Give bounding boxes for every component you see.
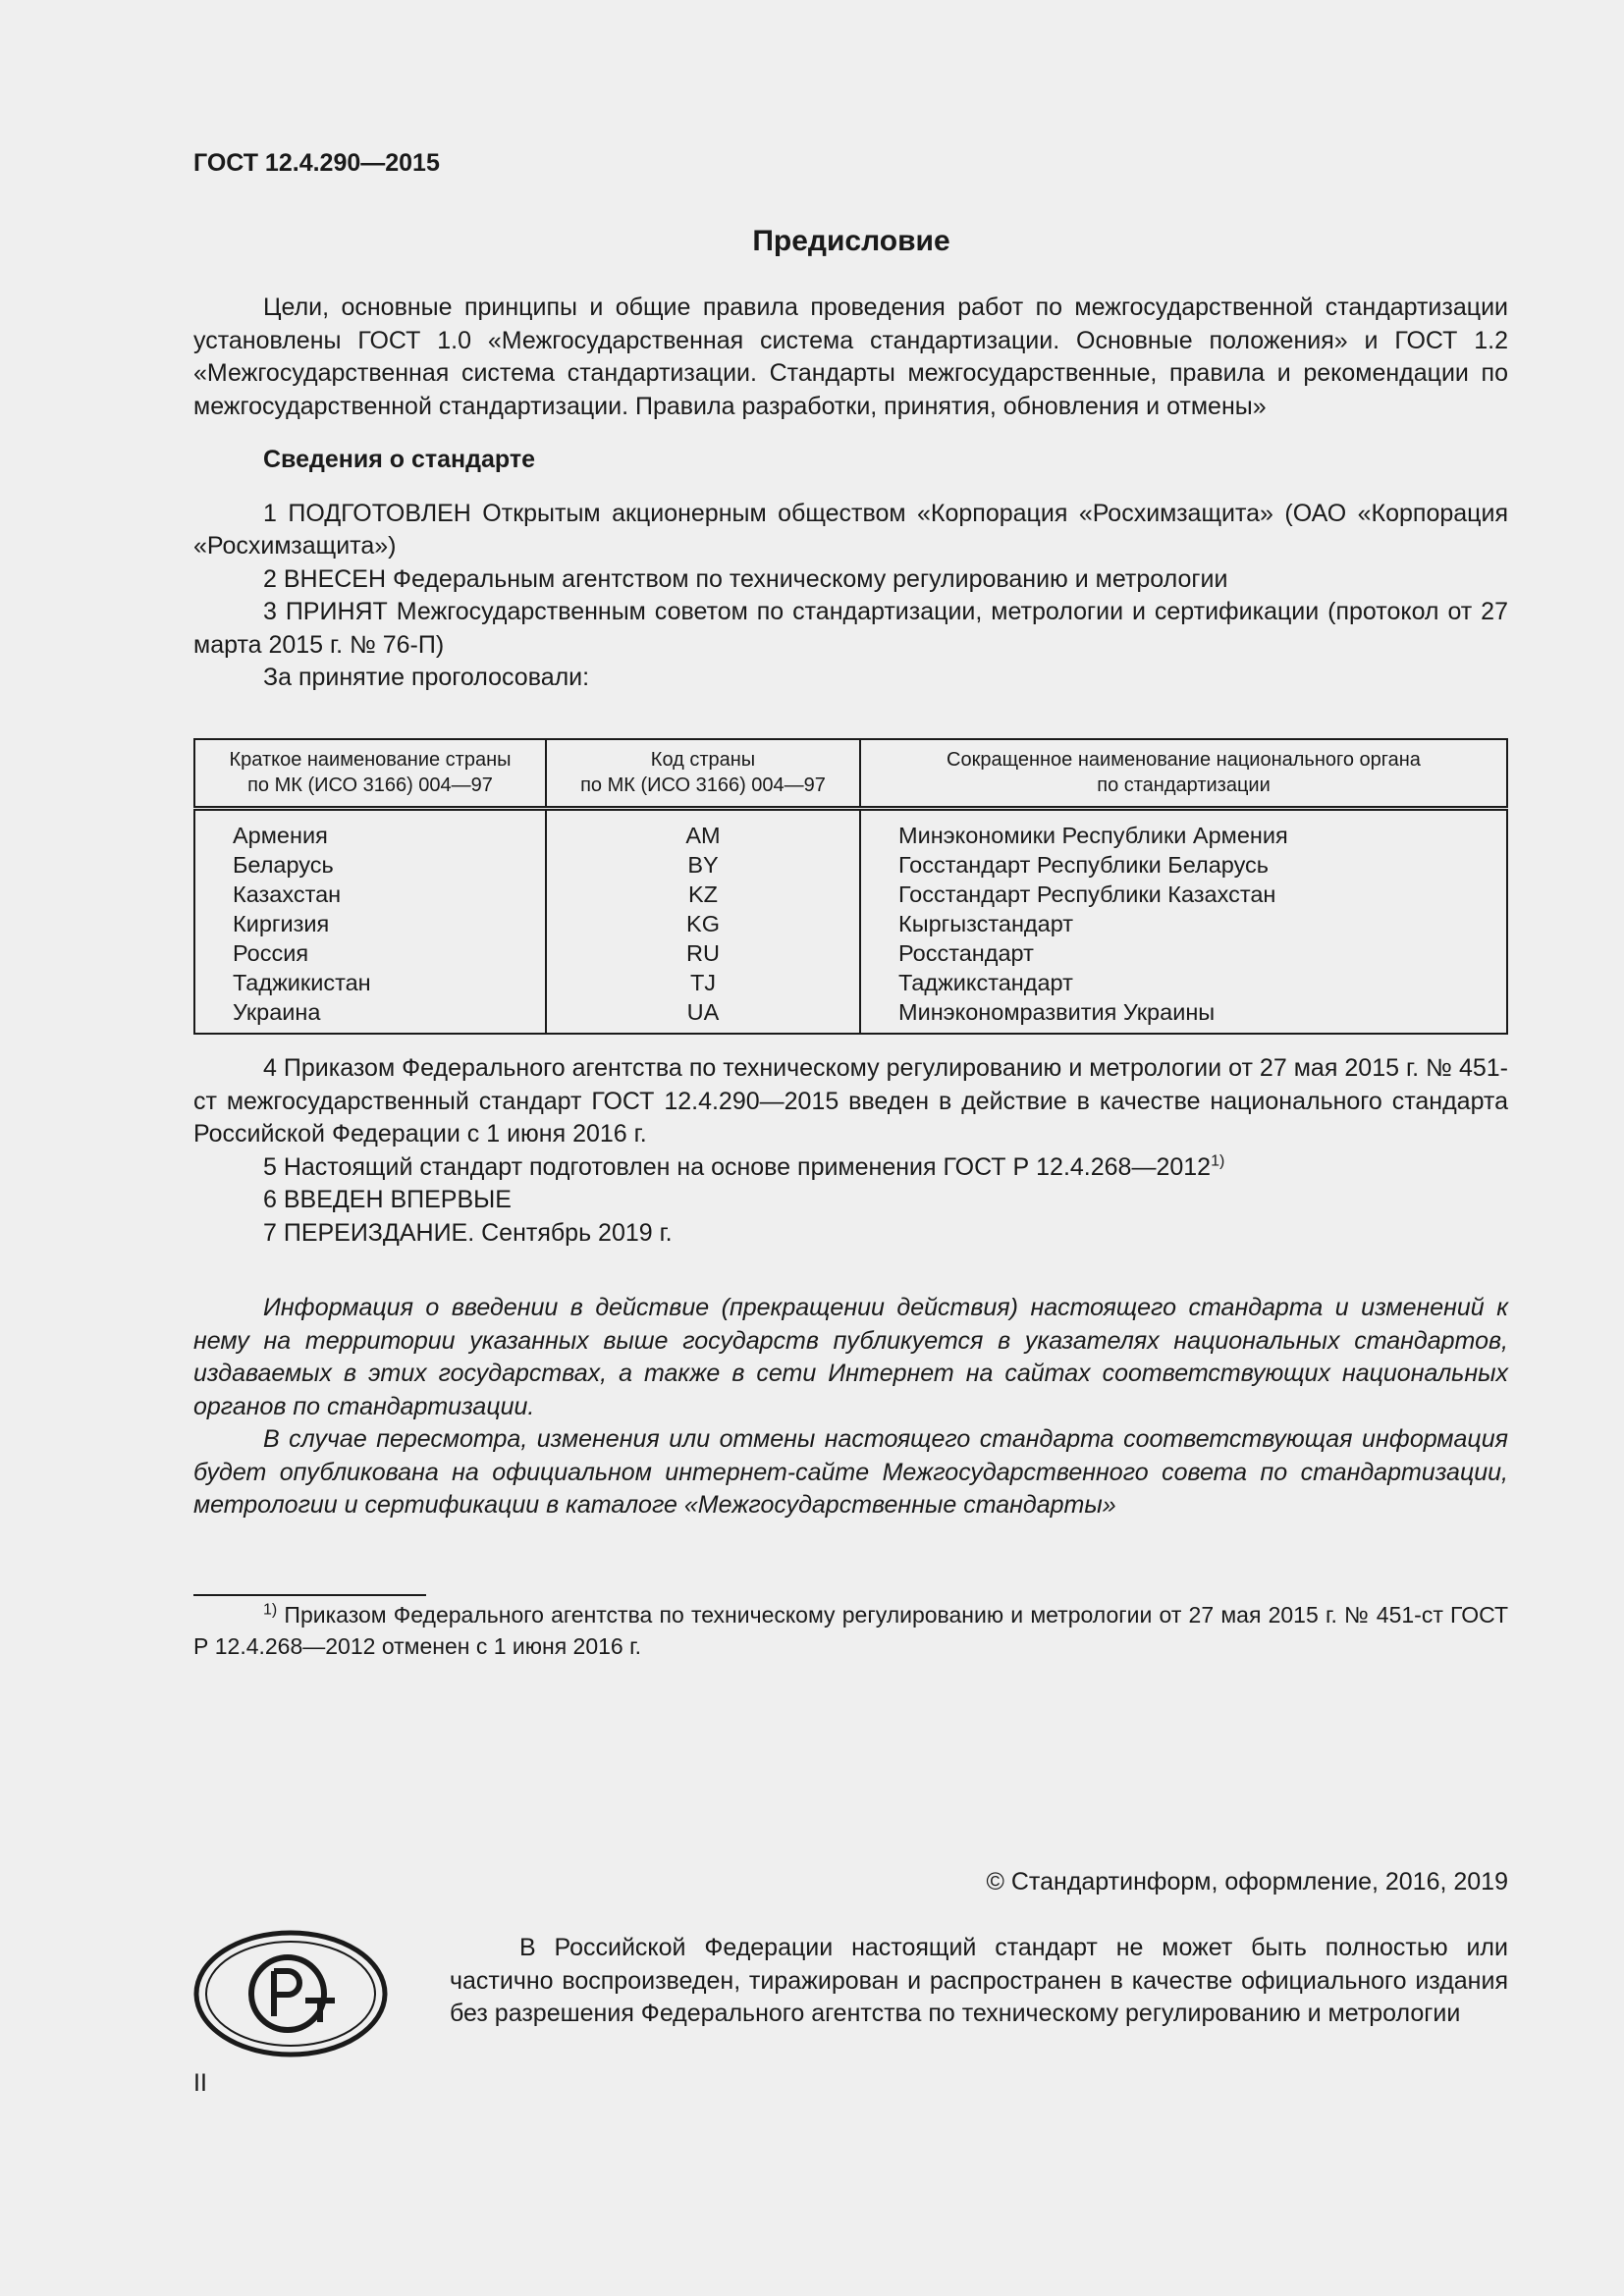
country-code: KG (546, 909, 860, 938)
page-number: II (193, 2069, 207, 2097)
country-name: Таджикистан (233, 970, 371, 995)
intro-paragraph: Цели, основные принципы и общие правила проведения работ по межгосударственной стандартизации установлены ГОСТ 1.0 «Межгосударственная система стандартизации. Основные положения» и ГОСТ 1.2 «Межгосударственная система стандартизации. Стандарты межгосударственные, правила и рекомендации по межгосударственной стандартизации. Правила разработки, принятия, обновления и отмены» (193, 294, 1508, 420)
national-body: Госстандарт Республики Беларусь (860, 850, 1507, 880)
copyright-notice: © Стандартинформ, оформление, 2016, 2019 (986, 1868, 1508, 1896)
header-line: по МК (ИСО 3166) 004—97 (247, 774, 493, 796)
table-row (194, 809, 1507, 851)
country-name: Армения (233, 823, 328, 848)
national-body: Минэкономики Республики Армения (860, 809, 1507, 851)
footnote-text (193, 1599, 1508, 1662)
table-row (194, 968, 1507, 997)
item-3: 3 ПРИНЯТ Межгосударственным советом по стандартизации, метрологии и сертификации (протокол от 27 марта 2015 г. № 76-П) (193, 598, 1508, 659)
rights-text: В Российской Федерации настоящий стандарт не может быть полностью или частично воспроизведен, тиражирован и распространен в качестве официального издания без разрешения Федерального агентства по техническому регулированию и метрологии (450, 1934, 1508, 2027)
italic-notes (193, 1292, 1508, 1522)
item-4: 4 Приказом Федерального агентства по техническому регулированию и метрологии от 27 мая 2015 г. № 451-ст межгосударственный стандарт ГОСТ 12.4.290—2015 введен в действие в качестве национального стандарта Российской Федерации с 1 июня 2016 г. (193, 1054, 1508, 1148)
table-row (194, 997, 1507, 1034)
info-publication-paragraph: Информация о введении в действие (прекращении действия) настоящего стандарта и изменений к нему на территории указанных выше государств публикуется в указателях национальных стандартов, издаваемых в этих государствах, а также в сети Интернет на сайтах соответствующих национальных органов по стандартизации. (193, 1294, 1508, 1420)
item-5 (193, 1151, 1508, 1185)
country-name: Киргизия (233, 911, 330, 936)
page-title: Предисловие (752, 225, 950, 257)
footnote-body: Приказом Федерального агентства по техническому регулированию и метрологии от 27 мая 2015 г. № 451-ст ГОСТ Р 12.4.268—2012 отменен с 1 июня 2016 г. (193, 1602, 1508, 1659)
footnote-divider (193, 1594, 426, 1596)
table-row (194, 850, 1507, 880)
country-code: UA (546, 997, 860, 1034)
country-name: Беларусь (233, 852, 334, 878)
country-name: Украина (233, 999, 321, 1025)
item-6: 6 ВВЕДЕН ВПЕРВЫЕ (263, 1186, 512, 1213)
header-country-name (194, 739, 546, 809)
item-7: 7 ПЕРЕИЗДАНИЕ. Сентябрь 2019 г. (263, 1218, 673, 1247)
table-row (194, 880, 1507, 909)
table-row (194, 909, 1507, 938)
header-national-body (860, 739, 1507, 809)
item-5-text: 5 Настоящий стандарт подготовлен на основе применения ГОСТ Р 12.4.268—2012 (263, 1152, 1212, 1181)
header-line: по стандартизации (1097, 774, 1271, 796)
country-code: TJ (546, 968, 860, 997)
national-body: Кыргызстандарт (860, 909, 1507, 938)
revision-paragraph: В случае пересмотра, изменения или отмены настоящего стандарта соответствующая информация будет опубликована на официальном интернет-сайте Межгосударственного совета по стандартизации, метрологии и сертификации в каталоге «Межгосударственные стандарты» (193, 1425, 1508, 1519)
footnote-mark: 1) (263, 1601, 278, 1619)
national-body: Госстандарт Республики Казахстан (860, 880, 1507, 909)
footnote-reference: 1) (1211, 1152, 1225, 1170)
national-body: Росстандарт (860, 938, 1507, 968)
preface-body (193, 292, 1508, 695)
item-2: 2 ВНЕСЕН Федеральным агентством по техническому регулированию и метрологии (263, 564, 1228, 593)
header-line: Краткое наименование страны (229, 749, 512, 771)
header-line: Сокращенное наименование национального органа (947, 749, 1421, 771)
rst-logo-icon (193, 1930, 388, 2062)
countries-table (193, 738, 1508, 1035)
table-header-row (194, 739, 1507, 809)
vote-intro: За принятие проголосовали: (263, 664, 590, 691)
footnote (193, 1599, 1508, 1662)
header-line: по МК (ИСО 3166) 004—97 (580, 774, 826, 796)
country-name: Казахстан (233, 881, 342, 907)
header-line: Код страны (650, 749, 756, 771)
national-body: Таджикстандарт (860, 968, 1507, 997)
country-code: KZ (546, 880, 860, 909)
country-name: Россия (233, 940, 309, 966)
country-code: BY (546, 850, 860, 880)
header-country-code (546, 739, 860, 809)
table-row (194, 938, 1507, 968)
preface-body-continued (193, 1052, 1508, 1250)
country-code: RU (546, 938, 860, 968)
rights-notice (450, 1932, 1508, 2031)
item-1: 1 ПОДГОТОВЛЕН Открытым акционерным обществом «Корпорация «Росхимзащита» (ОАО «Корпорация «Росхимзащита») (193, 499, 1508, 560)
info-heading: Сведения о стандарте (263, 446, 536, 473)
national-body: Минэкономразвития Украины (860, 997, 1507, 1034)
country-code: AM (546, 809, 860, 851)
standard-header: ГОСТ 12.4.290—2015 (193, 149, 440, 177)
